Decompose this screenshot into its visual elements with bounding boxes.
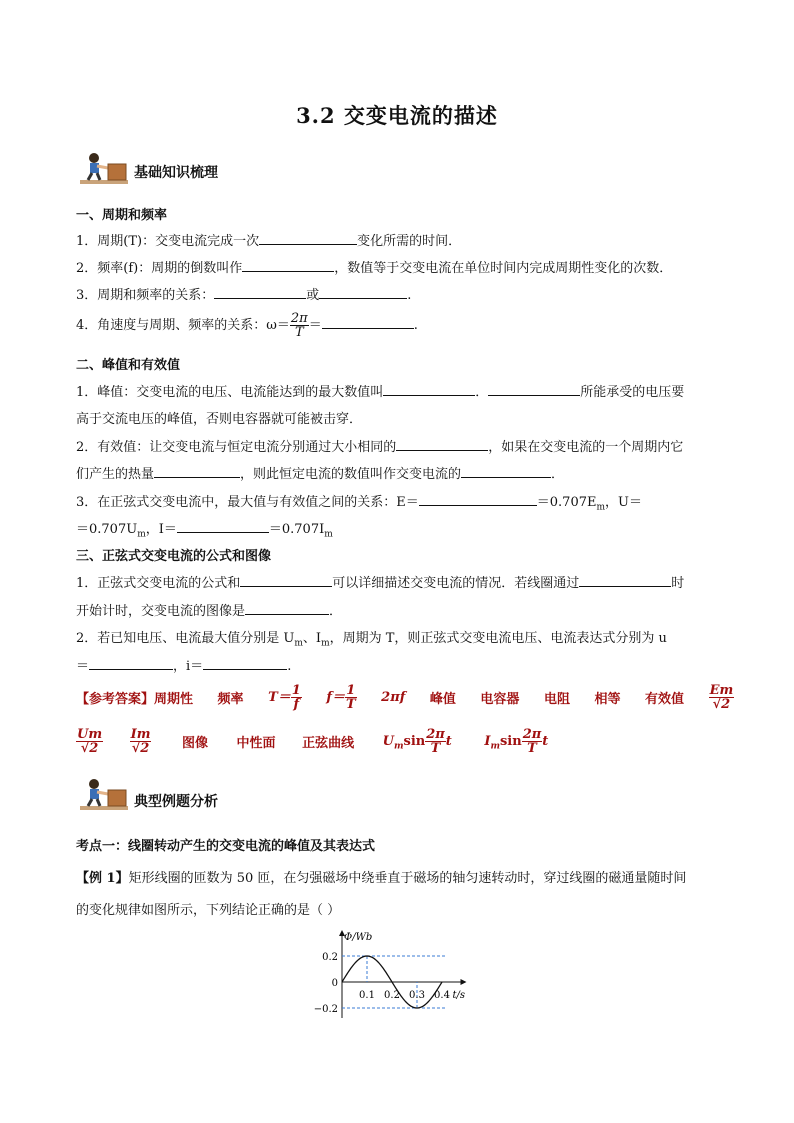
text: 或 <box>306 288 320 303</box>
part3-line1 <box>76 572 684 591</box>
flux-chart <box>313 926 488 1026</box>
subscript: m <box>324 529 333 540</box>
blank <box>177 520 269 533</box>
part3-line2 <box>76 627 667 649</box>
part2-line2b <box>76 463 564 482</box>
section-icon <box>80 776 128 812</box>
answer-item: 电阻 <box>543 692 570 707</box>
text: ． <box>551 467 565 482</box>
subscript: m <box>596 502 606 513</box>
text: ＝0.707E <box>536 495 597 510</box>
text: 时 <box>671 576 685 591</box>
blank <box>245 602 329 615</box>
answer-item: 正弦曲线 <box>302 736 355 751</box>
text: U <box>382 734 394 749</box>
subscript: m <box>321 638 330 649</box>
section-icon <box>80 150 128 186</box>
numerator: 2π <box>290 311 308 326</box>
page-title: 3.2 交变电流的描述 <box>296 103 498 128</box>
denominator: T <box>527 741 537 756</box>
text: ． <box>475 385 489 400</box>
fraction <box>522 728 543 755</box>
blank <box>396 438 488 451</box>
text: ，如果在交变电流的一个周期内它 <box>488 440 684 455</box>
text: t <box>542 734 549 749</box>
text: ，U＝ <box>605 495 642 510</box>
answer-item <box>326 684 356 711</box>
text: . <box>407 288 412 303</box>
x-axis-arrow <box>461 979 467 985</box>
numerator: 2π <box>426 727 445 742</box>
part3-line2b <box>76 655 291 674</box>
text: t <box>445 734 452 749</box>
text: 2．频率(f)：周期的倒数叫作 <box>76 261 243 276</box>
text: ． <box>329 604 343 619</box>
text: 3．周期和频率的关系： <box>76 288 215 303</box>
blank <box>319 286 407 299</box>
text: 开始计时，交变电流的图像是 <box>76 604 246 619</box>
subscript: m <box>393 741 404 752</box>
numerator: 1 <box>291 683 301 698</box>
text: . <box>287 659 292 674</box>
text: 、I <box>302 631 322 646</box>
text: ，则此恒定电流的数值叫作交变电流的 <box>240 467 462 482</box>
part3-line1b <box>76 600 342 619</box>
part1-line2 <box>76 257 672 276</box>
part3-heading: 三、正弦式交变电流的公式和图像 <box>76 549 272 564</box>
text: ，I＝ <box>145 522 177 537</box>
text: 3．在正弦式交变电流中，最大值与有效值之间的关系：E＝ <box>76 495 419 510</box>
text: 1．周期(T)：交变电流完成一次 <box>76 234 260 249</box>
text: ，数值等于交变电流在单位时间内完成周期性变化的次数． <box>334 261 673 276</box>
denominator: T <box>294 325 304 340</box>
text: f＝ <box>326 690 345 705</box>
topic1-heading: 考点一：线圈转动产生的交变电流的峰值及其表达式 <box>76 839 376 854</box>
y-tick-label: 0.2 <box>322 952 338 963</box>
subscript: m <box>137 529 146 540</box>
part2-line1 <box>76 381 684 400</box>
answer-item: 有效值 <box>645 692 685 707</box>
text: 可以详细描述交变电流的情况．若线圈通过 <box>332 576 580 591</box>
answer-item: 频率 <box>217 692 244 707</box>
boy-pushing-box-icon <box>80 776 128 812</box>
blank <box>322 316 414 329</box>
denominator: √2 <box>131 741 150 756</box>
text: 2．有效值：让交变电流与恒定电流分别通过大小相同的 <box>76 440 397 455</box>
fraction <box>290 312 309 339</box>
text: ＝ <box>76 659 90 674</box>
blank <box>154 465 240 478</box>
answer-item: 峰值 <box>429 692 456 707</box>
denominator: f <box>293 697 300 712</box>
x-tick-label: 0.3 <box>409 990 425 1001</box>
denominator: √2 <box>712 697 731 712</box>
blank <box>579 574 671 587</box>
text: I <box>484 734 491 749</box>
y-tick-label: −0.2 <box>313 1004 338 1015</box>
text: 变化所需的时间． <box>357 234 462 249</box>
part1-heading: 一、周期和频率 <box>76 208 168 223</box>
numerator: 2π <box>522 727 542 742</box>
answer-item <box>484 728 548 755</box>
text: ，i＝ <box>173 659 204 674</box>
part2-line2 <box>76 436 683 455</box>
answers-row2 <box>76 728 548 755</box>
part2-line1b: 高于交流电压的峰值，否则电容器就可能被击穿． <box>76 412 363 427</box>
text: 2．若已知电压、电流最大值分别是 U <box>76 631 295 646</box>
answer-item <box>383 728 452 755</box>
answer-item <box>268 684 302 711</box>
answer-item: 图像 <box>182 736 209 751</box>
part2-line3 <box>76 491 642 513</box>
section-heading-examples: 典型例题分析 <box>134 794 218 810</box>
blank <box>383 383 475 396</box>
answer-item <box>130 728 152 755</box>
part1-line3 <box>76 284 411 303</box>
text: ＝ <box>308 318 322 333</box>
answers-row1 <box>76 684 734 711</box>
text: T＝ <box>268 690 291 705</box>
numerator: Um <box>77 727 103 742</box>
text: 矩形线圈的匝数为 50 匝，在匀强磁场中绕垂直于磁场的轴匀速转动时，穿过线圈的磁通量随时间 <box>128 871 687 886</box>
example1-line2: 的变化规律如图所示，下列结论正确的是（ ） <box>76 903 341 918</box>
example1-line1 <box>76 867 686 886</box>
x-tick-label: 0.2 <box>384 990 400 1001</box>
answer-label: 【参考答案】周期性 <box>76 692 194 707</box>
blank <box>259 232 357 245</box>
part2-heading: 二、峰值和有效值 <box>76 358 181 373</box>
text: ＝0.707I <box>268 522 325 537</box>
numerator: 1 <box>346 683 356 698</box>
text: sin <box>403 734 426 749</box>
part2-line3b <box>76 518 333 540</box>
denominator: T <box>345 697 356 712</box>
answer-item <box>709 684 735 711</box>
blank <box>488 383 580 396</box>
example-label: 【例 1】 <box>76 871 129 886</box>
text: 们产生的热量 <box>76 467 155 482</box>
fraction <box>425 728 446 755</box>
x-axis-label: t/s <box>452 990 466 1001</box>
text: . <box>413 318 418 333</box>
denominator: T <box>430 741 441 756</box>
subscript: m <box>490 741 500 752</box>
blank <box>419 493 537 506</box>
text: ，周期为 T，则正弦式交变电流电压、电流表达式分别为 u <box>329 631 667 646</box>
section-heading-basics: 基础知识梳理 <box>134 165 218 181</box>
answer-item: 中性面 <box>236 736 276 751</box>
answer-item: 电容器 <box>480 692 520 707</box>
blank <box>242 259 334 272</box>
y-axis-label: Φ/Wb <box>344 932 373 943</box>
fraction <box>291 684 302 711</box>
text: ＝0.707U <box>76 522 138 537</box>
text: 4．角速度与周期、频率的关系：ω＝ <box>76 318 290 333</box>
numerator: Em <box>709 683 734 698</box>
text: 1．峰值：交变电流的电压、电流能达到的最大数值叫 <box>76 385 384 400</box>
x-tick-label: 0.4 <box>434 990 450 1001</box>
part1-line4 <box>76 312 418 339</box>
denominator: √2 <box>80 741 99 756</box>
fraction <box>345 684 357 711</box>
blank <box>89 657 173 670</box>
x-tick-label: 0.1 <box>359 990 375 1001</box>
subscript: m <box>294 638 303 649</box>
blank <box>214 286 306 299</box>
blank <box>461 465 551 478</box>
blank <box>240 574 332 587</box>
answer-item: 2πf <box>381 690 406 705</box>
text: 所能承受的电压要 <box>580 385 685 400</box>
boy-pushing-box-icon <box>80 150 128 186</box>
text: sin <box>499 734 522 749</box>
y-tick-label: 0 <box>331 978 338 989</box>
part1-line1 <box>76 230 461 249</box>
answer-item <box>76 728 103 755</box>
numerator: Im <box>130 727 151 742</box>
blank <box>203 657 287 670</box>
answer-item: 相等 <box>594 692 621 707</box>
text: 1．正弦式交变电流的公式和 <box>76 576 241 591</box>
